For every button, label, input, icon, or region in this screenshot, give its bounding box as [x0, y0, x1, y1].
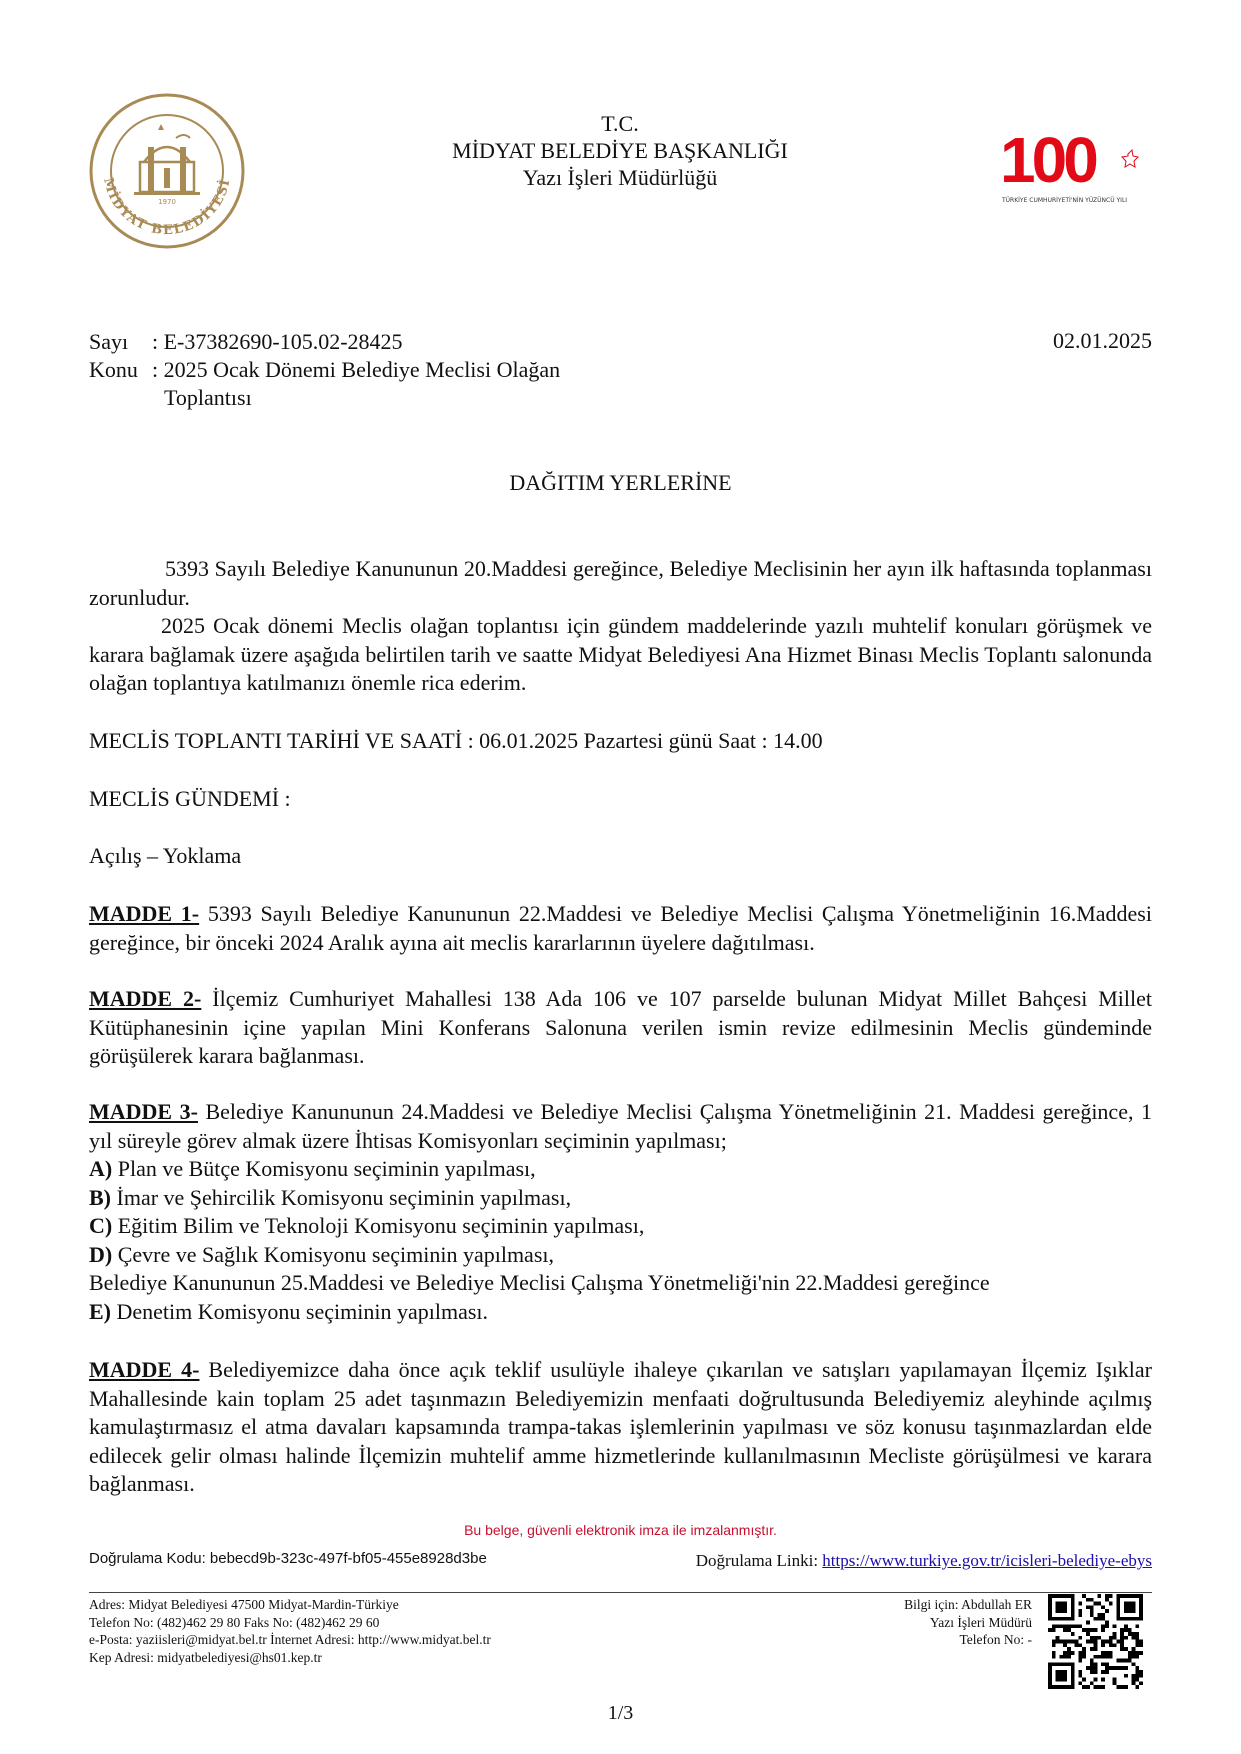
sub-item-d	[89, 1241, 1152, 1270]
footer-info	[870, 1596, 1032, 1649]
letterhead-department: Yazı İşleri Müdürlüğü	[522, 165, 718, 190]
sub-item-extra: Belediye Kanununun 25.Maddesi ve Belediye Meclisi Çalışma Yönetmeliği'nin 22.Maddesi gereğince	[89, 1270, 990, 1295]
item-text: Belediyemizce daha önce açık teklif usulüyle ihaleye çıkarılan ve satışları yapılamayan İlçemiz Işıklar Mahallesinde kain toplam 25 adet taşınmazın Belediyemizin menfaati doğrultusunda Belediyemiz aleyhinde açılmış kamulaştırmasız el atma davaları kapsamında trampa-takas işlemlerinin yapılması ve söz konusu taşınmazlardan elde edilecek gelir olması halinde İlçemizin muhtelif amme hizmetlerinde kullanılmasının Mecliste görüşülmesi ve karara bağlanması.	[89, 1357, 1152, 1496]
verification-link[interactable]: https://www.turkiye.gov.tr/icisleri-belediye-ebys	[822, 1551, 1152, 1570]
item-label: MADDE 1-	[89, 901, 200, 926]
info-phone: Telefon No: -	[959, 1632, 1032, 1647]
verification-code: Doğrulama Kodu: bebecd9b-323c-497f-bf05-455e8928d3be	[89, 1550, 487, 1567]
item-text: 5393 Sayılı Belediye Kanununun 22.Maddesi ve Belediye Meclisi Çalışma Yönetmeliğinin 16.Maddesi gereğince, bir önceki 2024 Aralık ayına ait meclis kararlarının üyelere dağıtılması.	[89, 901, 1152, 955]
footer-address: Adres: Midyat Belediyesi 47500 Midyat-Mardin-Türkiye	[89, 1597, 399, 1612]
qr-code-icon	[1048, 1594, 1143, 1689]
letterhead	[380, 110, 860, 191]
item-text: Belediye Kanununun 24.Maddesi ve Belediye Meclisi Çalışma Yönetmeliğinin 21. Maddesi gereğince, 1 yıl süreyle görev almak üzere İhtisas Komisyonları seçiminin yapılması;	[89, 1099, 1152, 1153]
sub-label: C)	[89, 1213, 113, 1238]
info-contact: Bilgi için: Abdullah ER	[904, 1597, 1032, 1612]
item-label: MADDE 2-	[89, 986, 202, 1011]
centennial-logo	[1000, 124, 1160, 214]
item-label: MADDE 4-	[89, 1357, 200, 1382]
midyat-belediyesi-logo	[88, 92, 246, 250]
sub-item-b	[89, 1184, 1152, 1213]
verification-link-block	[696, 1551, 1152, 1571]
logo-text: MİDYAT BELEDİYESİ	[100, 176, 234, 239]
konu-indent	[89, 384, 152, 412]
opening-item: Açılış – Yoklama	[89, 843, 242, 868]
footer-phone: Telefon No: (482)462 29 80 Faks No: (482)462 29 60	[89, 1614, 380, 1630]
agenda-item-1	[89, 900, 1152, 957]
meeting-datetime: MECLİS TOPLANTI TARİHİ VE SAATİ : 06.01.2025 Pazartesi günü Saat : 14.00	[89, 728, 823, 753]
footer-contact	[89, 1596, 491, 1666]
letterhead-line1: T.C.	[601, 111, 639, 136]
footer-email: e-Posta: yaziisleri@midyat.bel.tr İnternet Adresi: http://www.midyat.bel.tr	[89, 1632, 491, 1647]
sub-text: Eğitim Bilim ve Teknoloji Komisyonu seçiminin yapılması,	[112, 1213, 645, 1238]
sub-item-a	[89, 1155, 1152, 1184]
sub-label: D)	[89, 1241, 113, 1267]
letterhead-institution: MİDYAT BELEDİYE BAŞKANLIĞI	[452, 138, 788, 163]
verification-link-label: Doğrulama Linki:	[695, 1551, 823, 1570]
paragraph-1: 5393 Sayılı Belediye Kanununun 20.Maddesi gereğince, Belediye Meclisinin her ayın ilk haftasında toplanması zorunludur.	[89, 556, 1152, 610]
centennial-number: 100	[1000, 124, 1095, 196]
sub-item-e	[89, 1298, 1152, 1327]
sub-label: E)	[89, 1298, 111, 1324]
sub-text: Çevre ve Sağlık Komisyonu seçiminin yapılması,	[112, 1241, 554, 1267]
sub-text: Plan ve Bütçe Komisyonu seçiminin yapılması,	[112, 1156, 536, 1181]
recipients-heading: DAĞITIM YERLERİNE	[509, 470, 732, 495]
sayi-label: Sayı	[89, 329, 129, 354]
agenda-item-4	[89, 1356, 1152, 1499]
logo-year: 1970	[158, 198, 176, 206]
sayi-value: : E-37382690-105.02-28425	[152, 329, 403, 354]
konu-label: Konu	[89, 357, 138, 382]
reference-block	[89, 328, 560, 412]
konu-value: : 2025 Ocak Dönemi Belediye Meclisi Olağan	[152, 357, 561, 382]
agenda-item-3	[89, 1098, 1152, 1326]
agenda-item-2	[89, 985, 1152, 1071]
sub-text: Denetim Komisyonu seçiminin yapılması.	[111, 1298, 489, 1324]
centennial-caption: TÜRKİYE CUMHURİYETİ'NİN YÜZÜNCÜ YILI	[1002, 197, 1128, 204]
agenda-heading: MECLİS GÜNDEMİ :	[89, 786, 291, 811]
sub-label: B)	[89, 1184, 111, 1210]
page-number: 1/3	[607, 1702, 634, 1724]
item-text: İlçemiz Cumhuriyet Mahallesi 138 Ada 106 ve 107 parselde bulunan Midyat Millet Bahçesi Millet Kütüphanesinin içine yapılan Mini Konferans Salonuna verilen ismin revize edilmesinin Meclis gündeminde görüşülerek karara bağlanması.	[89, 986, 1152, 1068]
document-date: 02.01.2025	[1053, 328, 1152, 353]
sub-text: İmar ve Şehircilik Komisyonu seçiminin yapılması,	[111, 1184, 572, 1210]
footer-divider	[89, 1592, 1152, 1593]
info-title: Yazı İşleri Müdürü	[929, 1614, 1032, 1630]
paragraph-2: 2025 Ocak dönemi Meclis olağan toplantısı için gündem maddelerinde yazılı muhtelif konuları görüşmek ve karara bağlamak üzere aşağıda belirtilen tarih ve saatte Midyat Belediyesi Ana Hizmet Binası Meclis Toplantı salonunda olağan toplantıya katılmanızı önemle rica ederim.	[89, 613, 1152, 695]
esignature-note: Bu belge, güvenli elektronik imza ile imzalanmıştır.	[464, 1522, 777, 1538]
sub-item-c	[89, 1212, 1152, 1241]
footer-kep: Kep Adresi: midyatbelediyesi@hs01.kep.tr	[89, 1649, 322, 1665]
sub-label: A)	[89, 1156, 113, 1181]
item-label: MADDE 3-	[89, 1099, 198, 1124]
konu-value-cont: Toplantısı	[164, 385, 252, 410]
intro-paragraphs	[89, 555, 1152, 698]
